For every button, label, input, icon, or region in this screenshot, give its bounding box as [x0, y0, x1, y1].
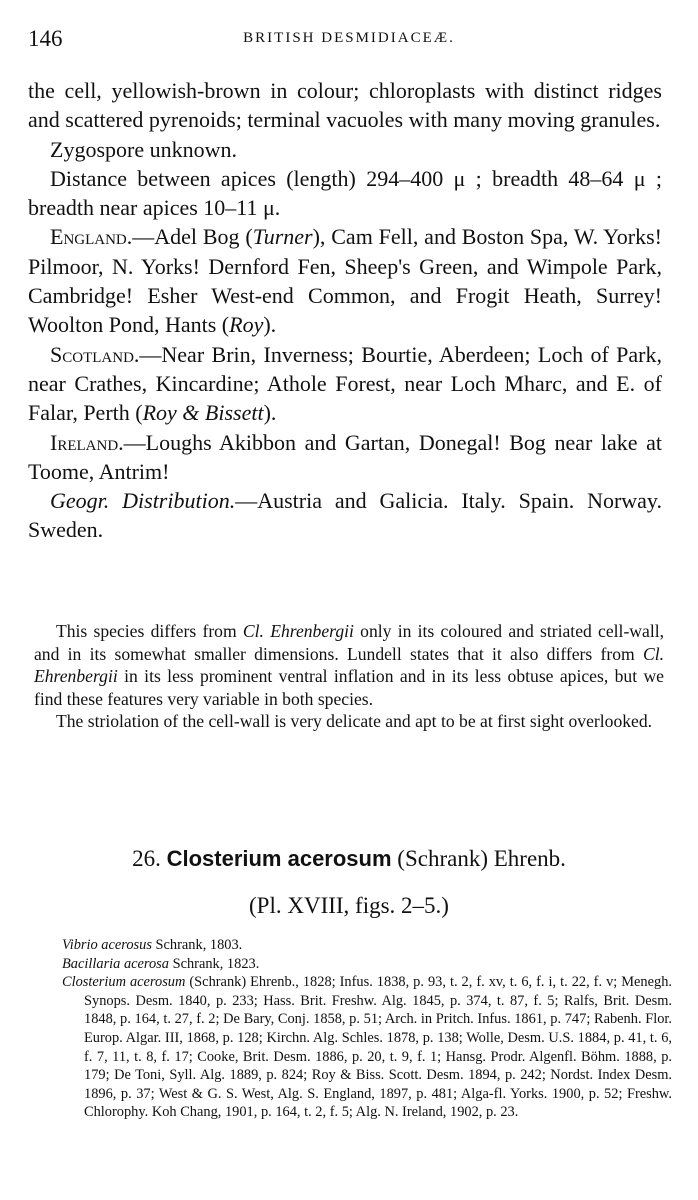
description-continuation: the cell, yellowish-brown in colour; chloroplasts with distinct ridges and scattered pyrenoids; terminal vacuoles with many moving granules.	[28, 78, 662, 133]
running-title: BRITISH DESMIDIACEÆ.	[243, 30, 455, 46]
collector-turner: Turner	[252, 224, 313, 250]
synonym-2: Bacillaria acerosa Schrank, 1823.	[62, 955, 260, 972]
dimensions-note: Distance between apices (length) 294–400 μ ; breadth 48–64 μ ; breadth near apices 10–11 μ.	[28, 165, 662, 221]
synonym-1: Vibrio acerosus Schrank, 1803.	[62, 937, 243, 953]
plate-reference: (Pl. XVIII, figs. 2–5.)	[249, 893, 449, 918]
collector-roy: Roy	[229, 312, 264, 338]
species-authority: (Schrank) Ehrenb.	[397, 846, 566, 871]
description-block	[28, 76, 662, 545]
scotland-label: Scotland.	[50, 341, 140, 367]
collectors-roy-bissett: Roy & Bissett	[142, 400, 264, 426]
distribution-label: Geogr. Distribution.	[50, 488, 236, 514]
locality-england: England.—Adel Bog (Turner), Cam Fell, and Boston Spa, W. Yorks! Pilmoor, N. Yorks! Dernford Fen, Sheep's Green, and Wimpole Park, Cambridge! Esher West-end Common, and Frogit Heath, Surrey! Woolton Pond, Hants (Roy).	[28, 224, 663, 338]
geographic-distribution: Geogr. Distribution.—Austria and Galicia. Italy. Spain. Norway. Sweden.	[28, 488, 662, 543]
remark-paragraph-2: The striolation of the cell-wall is very delicate and apt to be at first sight overlooked.	[56, 711, 653, 731]
species-number: 26.	[132, 846, 161, 871]
page-header	[28, 26, 670, 56]
locality-scotland: Scotland.—Near Brin, Inverness; Bourtie, Aberdeen; Loch of Park, near Crathes, Kincardine; Athole Forest, near Loch Mharc, and E. of Falar, Perth (Roy & Bissett).	[28, 341, 662, 426]
remark-paragraph-1: This species differs from Cl. Ehrenbergii only in its coloured and striated cell-wall, and in its somewhat smaller dimensions. Lundell states that it also differs from Cl. Ehrenbergii in its less prominent ventral inflation and in its less obtuse apices, but we find these features very variable in both species.	[34, 621, 664, 709]
species-name: Closterium acerosum	[166, 846, 392, 871]
page-number: 146	[28, 26, 63, 51]
ireland-label: Ireland.	[50, 429, 124, 455]
zygospore-note: Zygospore unknown.	[50, 136, 237, 162]
england-label: England.	[50, 224, 133, 250]
remarks-block	[34, 620, 664, 733]
locality-ireland: Ireland.—Loughs Akibbon and Gartan, Donegal! Bog near lake at Toome, Antrim!	[28, 429, 662, 484]
species-heading	[28, 846, 670, 872]
synonym-3: Closterium acerosum (Schrank) Ehrenb., 1828; Infus. 1838, p. 93, t. 2, f. xv, t. 6, f. i, t. 22, f. v; Menegh. Synops. Desm. 1840, p. 233; Hass. Brit. Freshw. Alg. 1845, p. 374, t. 87, f. 5; Ralfs, Brit. Desm. 1848, p. 164, t. 27, f. 2; De Bary, Conj. 1858, p. 51; Arch. in Pritch. Infus. 1861, p. 747; Rabenh. Flor. Europ. Algar. III, 1868, p. 128; Kirchn. Alg. Schles. 1878, p. 138; Wolle, Desm. U.S. 1884, p. 41, t. 6, f. 7, 11, t. 8, f. 17; Cooke, Brit. Desm. 1886, p. 20, t. 9, f. 1; Hansg. Prodr. Algenfl. Böhm. 1888, p. 179; De Toni, Syll. Alg. 1889, p. 824; Roy & Biss. Scott. Desm. 1894, p. 242; Nordst. Index Desm. 1896, p. 37; West & G. S. West, Alg. S. England, 1897, p. 481; Alga-fl. Yorks. 1900, p. 52; Freshw. Chlorophy. Koh Chang, 1901, p. 164, t. 2, f. 5; Alg. N. Ireland, 1902, p. 23.	[62, 974, 673, 1121]
synonymy-block	[62, 936, 672, 1122]
